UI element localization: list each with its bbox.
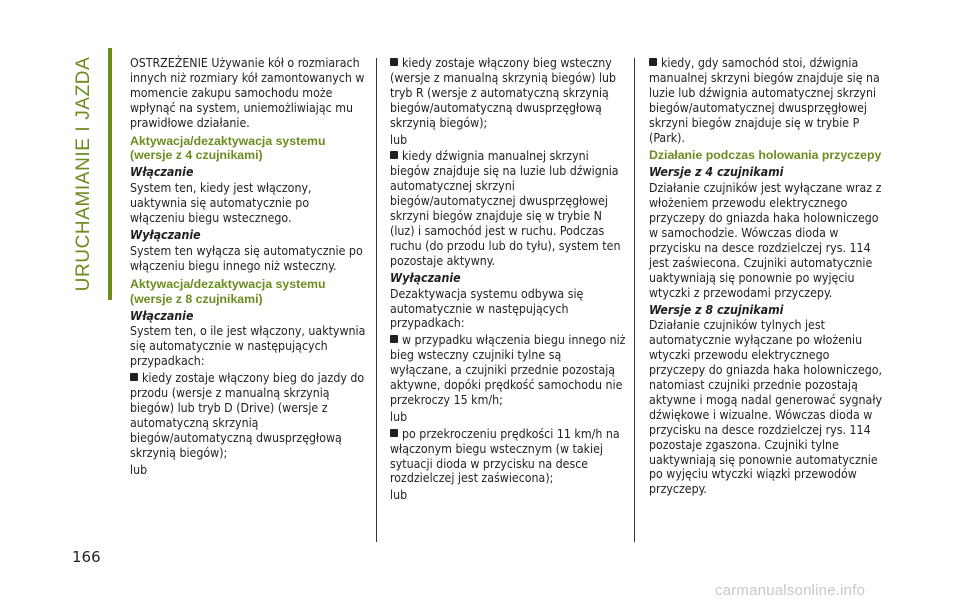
bullet-item	[390, 333, 626, 408]
section-heading-trailer: Działanie podczas holowania przyczepy	[649, 148, 882, 163]
section-heading-4-sensors: Aktywacja/dezaktywacja systemu (wersje z 4 czujnikami)	[130, 133, 326, 163]
bullet-text: kiedy zostaje włączony bieg do jazdy do przodu (wersje z manualną skrzynią biegów) lub tryb D (Drive) (wersje z automatyczną skrzynią biegów/automatyczną dwusprzęgłową skrzynią biegów);	[130, 371, 365, 460]
chapter-title-text: URUCHAMIANIE I JAZDA	[73, 56, 94, 292]
connector-text: lub	[390, 488, 408, 503]
bullet-item	[130, 371, 366, 460]
text-column-2	[390, 56, 626, 505]
watermark-text: carmanualsonline.info	[715, 582, 866, 599]
bullet-text: w przypadku włączenia biegu innego niż bieg wsteczny czujniki tylne są wyłączane, a czujniki przednie pozostają aktywne, dopóki prędkość samochodu nie przekroczy 15 km/h;	[390, 333, 626, 407]
column-divider-2	[634, 58, 635, 542]
bullet-square-icon	[390, 335, 398, 343]
bullet-item	[390, 56, 626, 131]
bullet-text: kiedy dźwignia manualnej skrzyni biegów znajduje się na luzie lub dźwignia automatycznej skrzyni biegów/automatycznej dwusprzęgłowej skrzyni biegów znajduje się w trybie N (luz) i samochód jest w ruchu. Podczas ruchu (do przodu lub do tyłu), system ten pozostaje aktywny.	[390, 149, 621, 268]
paragraph: System ten wyłącza się automatycznie po włączeniu biegu innego niż wsteczny.	[130, 243, 363, 273]
connector-text: lub	[390, 132, 408, 147]
subheading-8-sensors: Wersje z 8 czujnikami	[649, 302, 784, 317]
paragraph: Działanie czujników jest wyłączane wraz z włożeniem przewodu elektrycznego przyczepy do gniazda haka holowniczego w samochodzie. Wówczas dioda w przycisku na desce rozdzielczej rys. 114 jest zaświecona. Czujniki automatycznie uaktywniają się ponownie po wyjęciu wtyczki z przewodami przyczepy.	[649, 181, 882, 300]
bullet-item	[390, 427, 626, 487]
text-column-3	[649, 56, 885, 499]
connector-text: lub	[130, 462, 148, 477]
bullet-text: kiedy, gdy samochód stoi, dźwignia manualnej skrzyni biegów znajduje się na luzie lub dźwignia automatycznej skrzyni biegów/automatycznej dwusprzęgłowej skrzyni biegów znajduje się w trybie P (Park).	[649, 56, 880, 145]
subheading-disable: Wyłączanie	[130, 227, 201, 242]
bullet-item	[390, 149, 626, 268]
subheading-enable: Włączanie	[130, 308, 194, 323]
column-divider-1	[376, 58, 377, 542]
bullet-text: po przekroczeniu prędkości 11 km/h na włączonym biegu wstecznym (w takiej sytuacji dioda w przycisku na desce rozdzielczej jest zaświecona);	[390, 426, 620, 486]
bullet-square-icon	[130, 373, 138, 381]
bullet-square-icon	[390, 58, 398, 66]
bullet-text: kiedy zostaje włączony bieg wsteczny (wersje z manualną skrzynią biegów) lub tryb R (wersje z automatyczną skrzynią biegów/automatyczną dwusprzęgłową skrzynią biegów);	[390, 56, 617, 130]
section-heading-8-sensors: Aktywacja/dezaktywacja systemu (wersje z 8 czujnikami)	[130, 276, 326, 306]
subheading-4-sensors: Wersje z 4 czujnikami	[649, 165, 784, 180]
chapter-side-title	[64, 48, 104, 300]
subheading-disable: Wyłączanie	[390, 270, 461, 285]
paragraph: System ten, kiedy jest włączony, uaktywnia się automatycznie po włączeniu biegu wstecznego.	[130, 181, 312, 226]
bullet-square-icon	[390, 429, 398, 437]
paragraph: Dezaktywacja systemu odbywa się automatycznie w następujących przypadkach:	[390, 286, 584, 331]
page-number: 166	[72, 548, 101, 566]
subheading-enable: Włączanie	[130, 165, 194, 180]
connector-text: lub	[390, 409, 408, 424]
chapter-rule	[108, 48, 112, 300]
text-column-1	[130, 56, 366, 479]
bullet-item	[649, 56, 885, 145]
bullet-square-icon	[649, 58, 657, 66]
paragraph: System ten, o ile jest włączony, uaktywnia się automatycznie w następujących przypadkach:	[130, 324, 366, 369]
warning-paragraph: OSTRZEŻENIE Używanie kół o rozmiarach innych niż rozmiary kół zamontowanych w momencie zakupu samochodu może wpłynąć na system, uniemożliwiając mu prawidłowe działanie.	[130, 56, 365, 130]
paragraph: Działanie czujników tylnych jest automatycznie wyłączane po włożeniu wtyczki przewodu elektrycznego przyczepy do gniazda haka holowniczego, natomiast czujniki przednie pozostają aktywne i mogą nadal generować sygnały dźwiękowe i wizualne. Wówczas dioda w przycisku na desce rozdzielczej rys. 114 pozostaje zgaszona. Czujniki tylne uaktywniają się ponownie automatycznie po wyjęciu wtyczki wiązki przewodów przyczepy.	[649, 318, 883, 497]
bullet-square-icon	[390, 151, 398, 159]
